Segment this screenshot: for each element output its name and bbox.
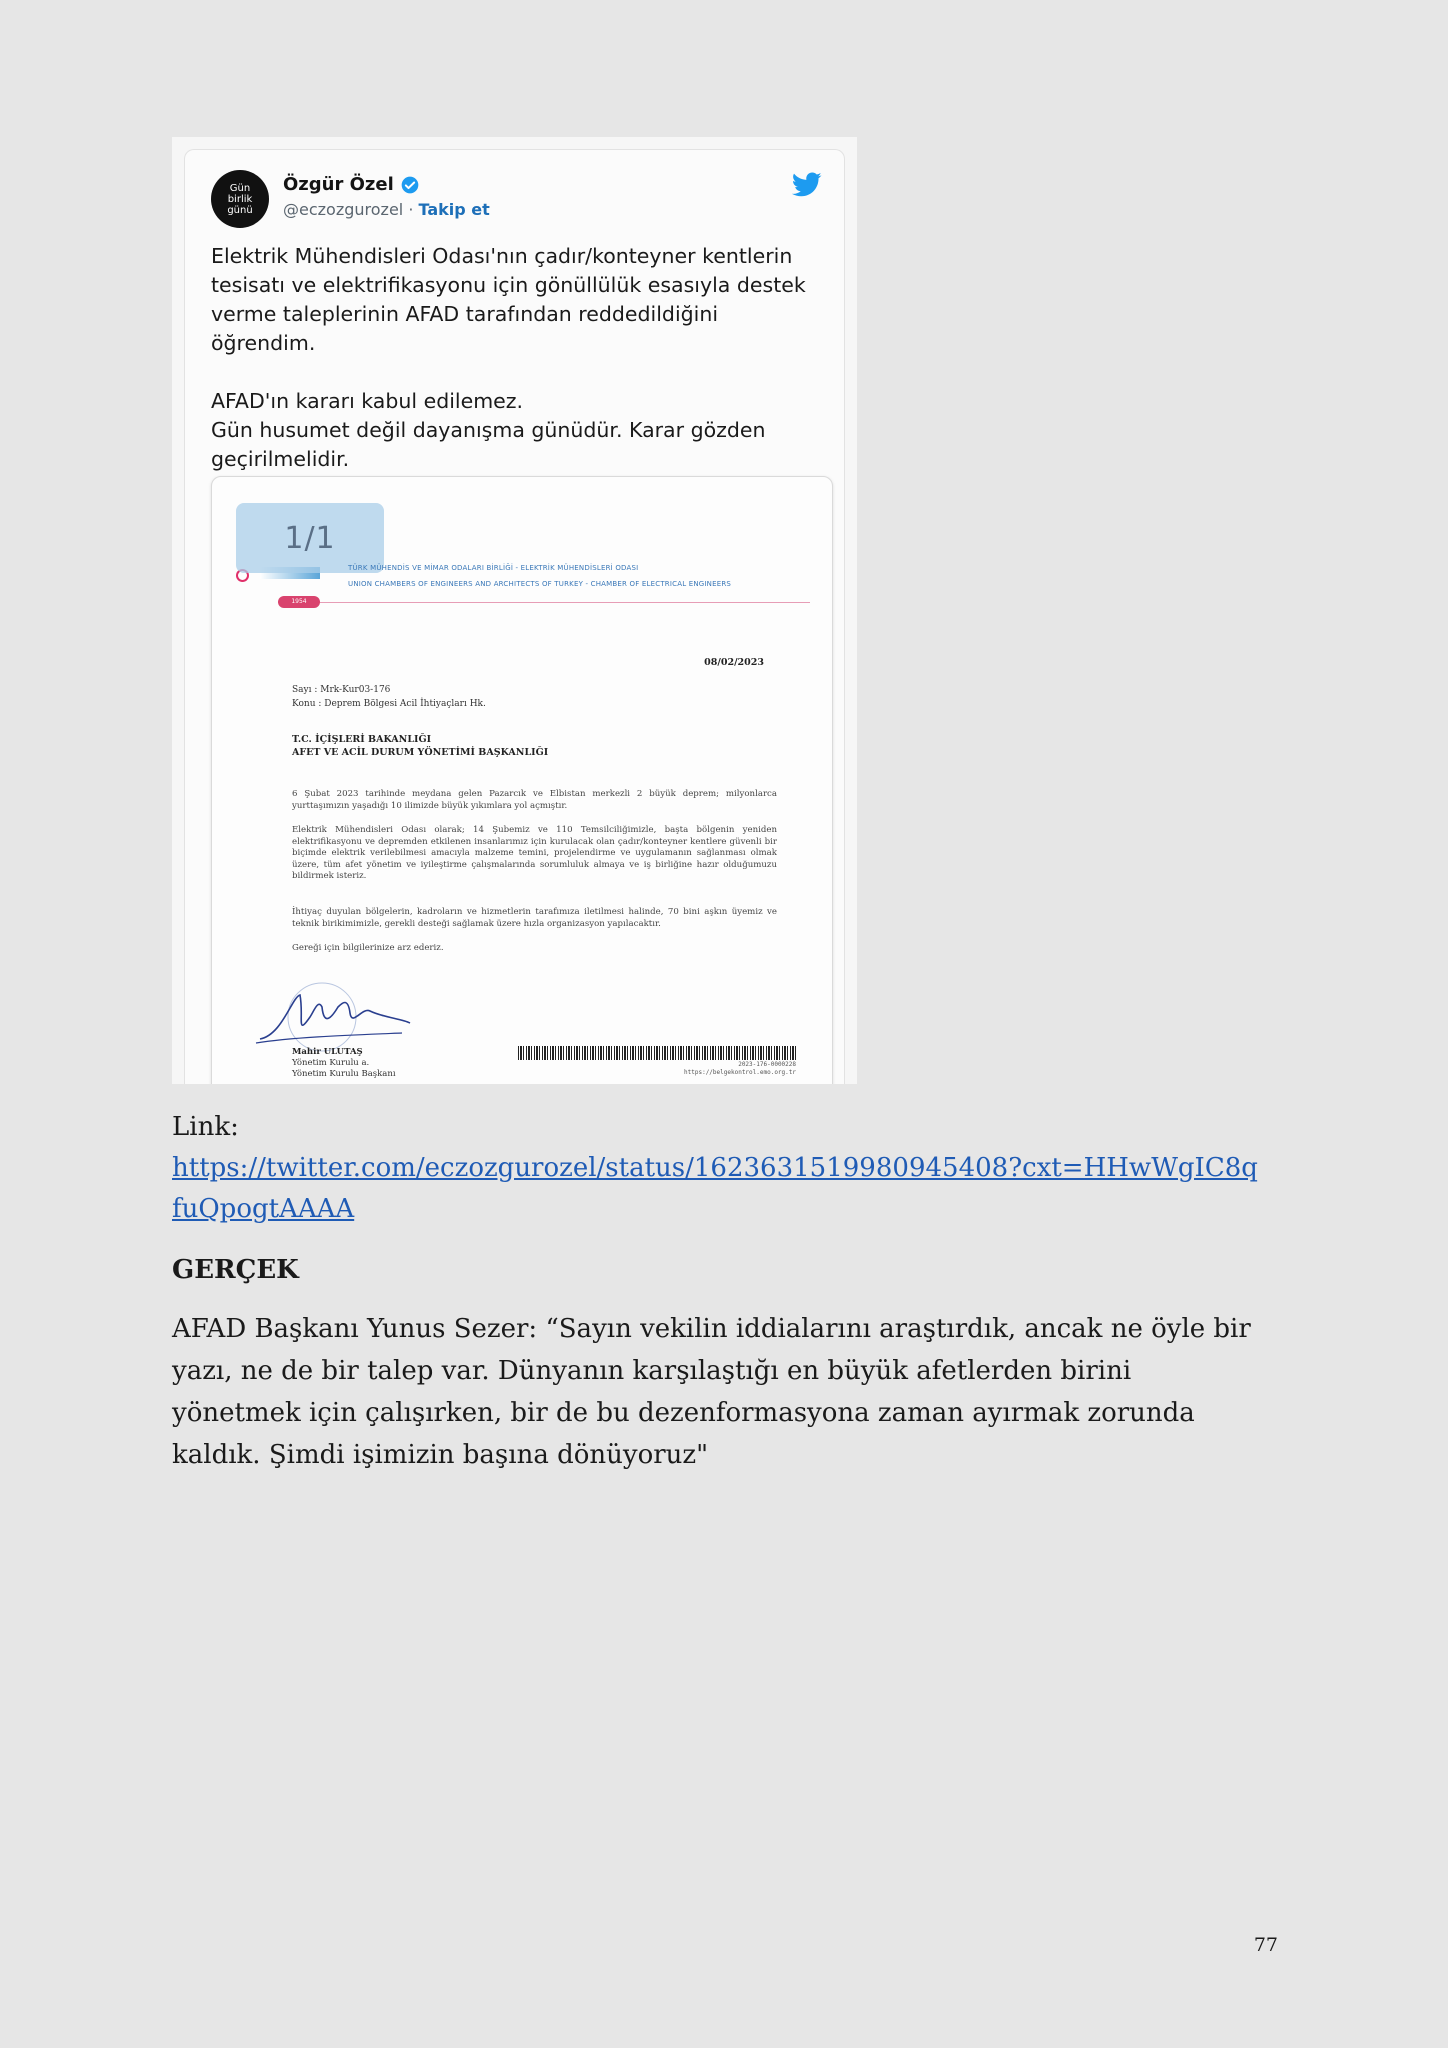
tweet-text xyxy=(211,242,821,503)
tweet-paragraph-1: Elektrik Mühendisleri Odası'nın çadır/konteyner kentlerin tesisatı ve elektrifikasyonu için gönüllülük esasıyla destek verme taleplerinin AFAD tarafından reddedildiğini öğrendim. xyxy=(211,244,806,355)
handle-row xyxy=(283,200,490,219)
page-number: 77 xyxy=(1253,1934,1278,1956)
letterhead-line-1: TÜRK MÜHENDİS VE MİMAR ODALARI BİRLİĞİ - ELEKTRİK MÜHENDİSLERİ ODASI xyxy=(348,564,639,572)
follow-button[interactable]: Takip et xyxy=(418,200,490,219)
barcode xyxy=(518,1046,796,1060)
display-name: Özgür Özel xyxy=(283,174,394,195)
handle: @eczozgurozel xyxy=(283,200,404,219)
signatory-block xyxy=(292,1047,396,1080)
document-body xyxy=(172,1107,1282,1476)
verified-badge-icon xyxy=(400,175,420,195)
fact-paragraph: AFAD Başkanı Yunus Sezer: “Sayın vekilin iddialarını araştırdık, ancak ne öyle bir yazı, ne de bir talep var. Dünyanın karşılaştığı en büyük afetlerden birini yönetmek için çalışırken, bir de bu dezenformasyona zaman ayırmak zorunda kaldık. Şimdi işimizin başına dönüyoruz" xyxy=(172,1314,1251,1470)
letter-reference: Sayı : Mrk-Kur03-176 Konu : Deprem Bölgesi Acil İhtiyaçları Hk. xyxy=(292,685,486,709)
signature-image xyxy=(252,977,412,1057)
letter-paragraph-3: İhtiyaç duyulan bölgelerin, kadroların ve hizmetlerin tarafımıza iletilmesi halinde, 70 bini aşkın üyemiz ve teknik birikimimizle, gerekli desteği sağlamak üzere hızla organizasyon yapılacaktır. xyxy=(292,907,777,929)
section-heading: GERÇEK xyxy=(172,1255,299,1285)
letter-paragraph-1: 6 Şubat 2023 tarihinde meydana gelen Pazarcık ve Elbistan merkezli 2 büyük deprem; milyonlarca yurttaşımızın yaşadığı 10 ilimizde büyük yıkımlara yol açmıştır. xyxy=(292,789,777,811)
link-label: Link: xyxy=(172,1112,239,1142)
letter-addressee: T.C. İÇİŞLERİ BAKANLIĞI AFET VE ACİL DURUM YÖNETİMİ BAŞKANLIĞI xyxy=(292,734,549,758)
letter-paragraph-4: Gereği için bilgilerinize arz ederiz. xyxy=(292,943,444,953)
founded-badge: 1954 xyxy=(278,596,320,608)
letter-paragraph-2: Elektrik Mühendisleri Odası olarak; 14 Şubemiz ve 110 Temsilciliğimizle, başta bölgenin yeniden elektrifikasyonu ve depremden etkilenen insanlarımız için kurulacak olan çadır/konteyner kentlere güvenli bir biçimde elektrik verilebilmesi amacıyla malzeme temini, projelendirme ve uygulamanın sağlanması olmak üzere, tüm afet yönetim ve iyileştirme çalışmalarında sorumluluk almaya ve iş birliğine hazır olduğumuzu bildirmek isteriz. xyxy=(292,825,777,881)
twitter-bird-icon[interactable] xyxy=(792,172,822,198)
tweet-card xyxy=(184,149,845,1084)
separator: · xyxy=(403,200,419,219)
letter-date: 08/02/2023 xyxy=(704,657,764,668)
avatar[interactable] xyxy=(211,170,269,228)
tweet-screenshot xyxy=(172,137,857,1084)
attached-letter-image[interactable] xyxy=(211,476,833,1084)
letterhead-line-2: UNION CHAMBERS OF ENGINEERS AND ARCHITECTS OF TURKEY - CHAMBER OF ELECTRICAL ENGINEERS xyxy=(348,580,732,588)
source-link[interactable]: https://twitter.com/eczozgurozel/status/1623631519980945408?cxt=HHwWgIC8qfuQpogtAAAA xyxy=(172,1153,1258,1224)
tweet-author[interactable] xyxy=(283,174,420,195)
letterhead-divider xyxy=(278,602,810,603)
tweet-paragraph-2: AFAD'ın kararı kabul edilemez. Gün husumet değil dayanışma günüdür. Karar gözden geçirilmelidir. xyxy=(211,389,766,471)
signatory-name: Mahir ULUTAŞ xyxy=(292,1047,363,1057)
signatory-title: Yönetim Kurulu a. Yönetim Kurulu Başkanı xyxy=(292,1058,396,1079)
barcode-text: 2023-176-0000228 https://belgekontrol.emo.org.tr xyxy=(684,1061,796,1076)
image-counter: 1/1 xyxy=(236,503,384,573)
avatar-text: Gün birlik günü xyxy=(227,182,253,216)
